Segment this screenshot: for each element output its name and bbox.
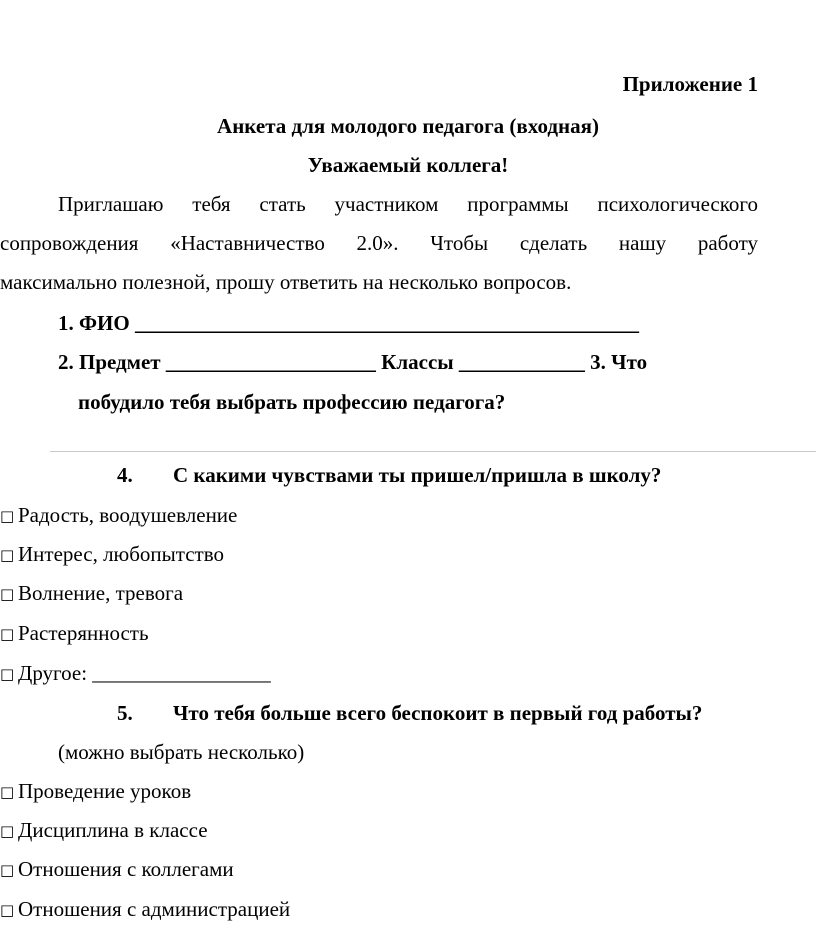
checkbox-icon[interactable]: □ bbox=[0, 546, 15, 564]
intro-line-2 bbox=[0, 230, 758, 256]
intro-word: стать bbox=[259, 192, 306, 216]
option-label: Волнение, тревога bbox=[18, 581, 184, 605]
intro-word: программы bbox=[467, 192, 569, 216]
checkbox-icon[interactable]: □ bbox=[0, 783, 15, 801]
intro-word: Чтобы bbox=[430, 231, 489, 255]
q5-note: (можно выбрать несколько) bbox=[58, 740, 305, 764]
option-label: Интерес, любопытство bbox=[18, 542, 224, 566]
intro-word: участником bbox=[334, 192, 439, 216]
intro-word: 2.0». bbox=[356, 231, 399, 255]
option-label: Растерянность bbox=[18, 621, 149, 645]
q4-option-3[interactable] bbox=[0, 580, 183, 607]
question-number: 5. bbox=[117, 701, 133, 725]
intro-word: сделать bbox=[519, 231, 588, 255]
q5-option-2[interactable] bbox=[0, 817, 208, 844]
checkbox-icon[interactable]: □ bbox=[0, 822, 15, 840]
option-label: Другое: _________________ bbox=[18, 661, 271, 685]
intro-word: Приглашаю bbox=[58, 192, 164, 216]
subject-classes-field: 2. Предмет ____________________ Классы ____________ 3. Что bbox=[58, 350, 648, 374]
intro-word: «Наставничество bbox=[170, 231, 325, 255]
checkbox-icon[interactable]: □ bbox=[0, 625, 15, 643]
greeting: Уважаемый коллега! bbox=[307, 153, 509, 177]
q5-option-3[interactable] bbox=[0, 856, 234, 883]
option-label: Отношения с администрацией bbox=[18, 897, 291, 921]
checkbox-icon[interactable]: □ bbox=[0, 861, 15, 879]
motivation-question: побудило тебя выбрать профессию педагога? bbox=[78, 390, 506, 414]
intro-word: нашу bbox=[618, 231, 667, 255]
page-title: Анкета для молодого педагога (входная) bbox=[217, 114, 599, 138]
intro-word: психологического bbox=[597, 192, 758, 216]
intro-line-3: максимально полезной, прошу ответить на несколько вопросов. bbox=[0, 270, 572, 294]
separator-line bbox=[50, 451, 816, 452]
option-label: Отношения с коллегами bbox=[18, 857, 234, 881]
intro-line-1 bbox=[58, 191, 758, 217]
question-4 bbox=[117, 462, 661, 488]
checkbox-icon[interactable]: □ bbox=[0, 585, 15, 603]
checkbox-icon[interactable]: □ bbox=[0, 901, 15, 919]
q4-option-2[interactable] bbox=[0, 541, 224, 568]
option-label: Радость, воодушевление bbox=[18, 503, 238, 527]
q4-option-5[interactable] bbox=[0, 660, 271, 687]
q4-option-4[interactable] bbox=[0, 620, 149, 647]
question-text: С какими чувствами ты пришел/пришла в школу? bbox=[173, 463, 662, 487]
q5-option-4[interactable] bbox=[0, 896, 290, 923]
question-number: 4. bbox=[117, 463, 133, 487]
fio-field: 1. ФИО ________________________________________________ bbox=[58, 311, 639, 335]
checkbox-icon[interactable]: □ bbox=[0, 507, 15, 525]
intro-word: работу bbox=[697, 231, 758, 255]
intro-word: тебя bbox=[192, 192, 231, 216]
question-5 bbox=[117, 700, 702, 726]
option-label: Проведение уроков bbox=[18, 779, 192, 803]
checkbox-icon[interactable]: □ bbox=[0, 665, 15, 683]
appendix-label: Приложение 1 bbox=[622, 72, 758, 96]
q5-option-1[interactable] bbox=[0, 778, 191, 805]
option-label: Дисциплина в классе bbox=[18, 818, 208, 842]
q4-option-1[interactable] bbox=[0, 502, 237, 529]
intro-word: сопровождения bbox=[0, 231, 139, 255]
question-text: Что тебя больше всего беспокоит в первый год работы? bbox=[173, 701, 703, 725]
